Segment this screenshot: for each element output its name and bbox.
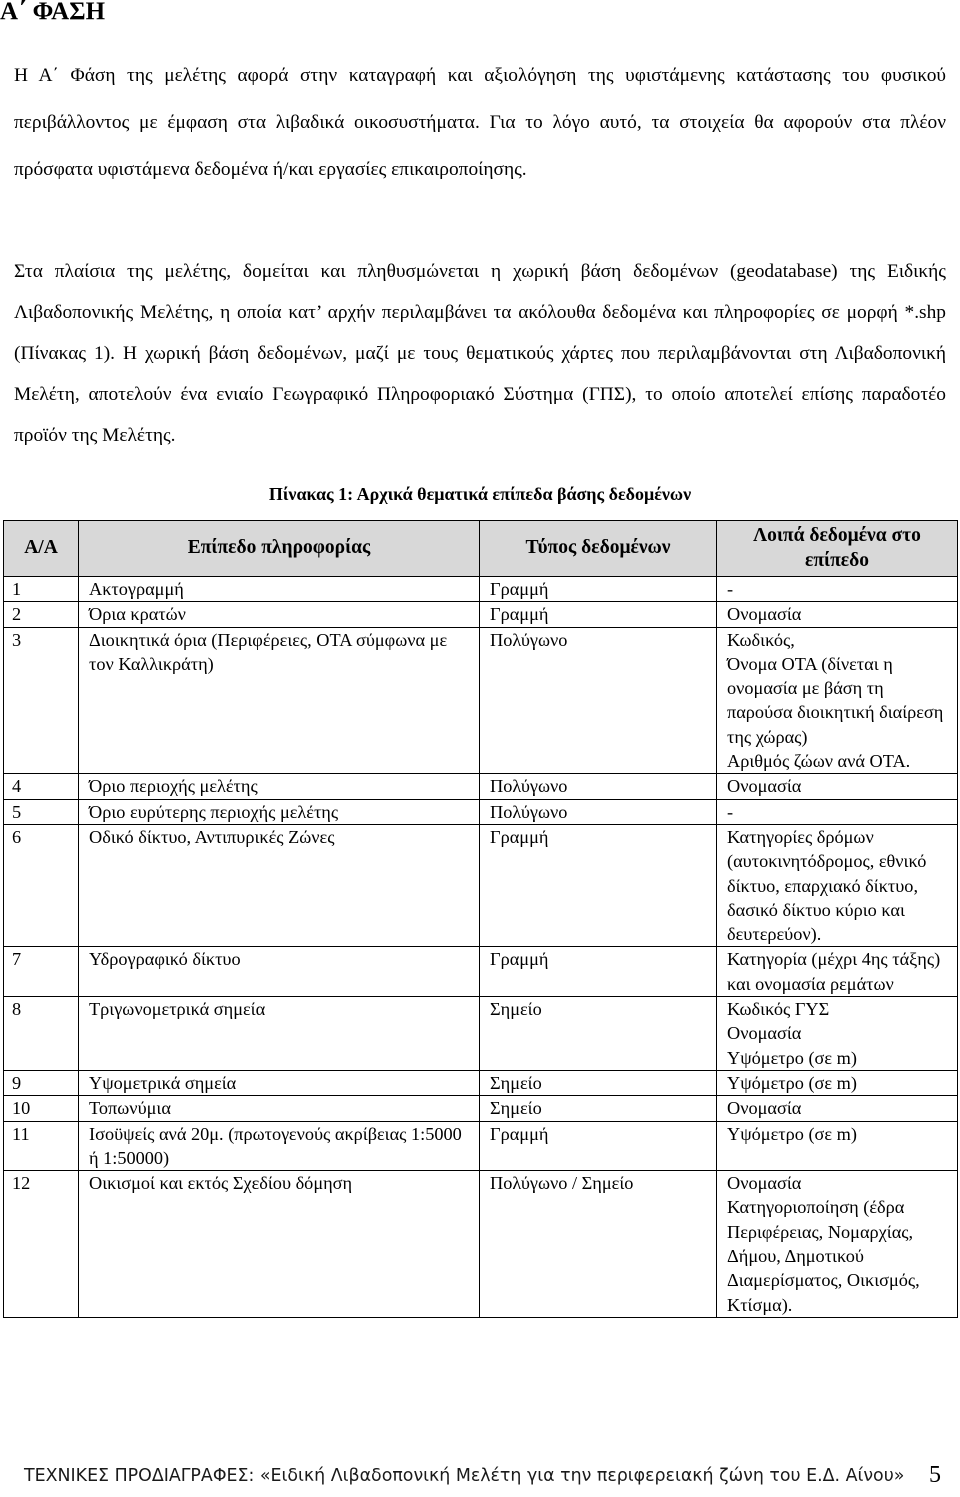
row-extra: Ονομασία Κατηγοριοποίηση (έδρα Περιφέρειας, Νομαρχίας, Δήμου, Δημοτικού Διαμερίσματος, Οικισμός, Κτίσμα). (717, 1171, 958, 1318)
row-extra: Κατηγορία (μέχρι 4ης τάξης) και ονομασία ρεμάτων (717, 947, 958, 997)
row-extra: Κατηγορίες δρόμων (αυτοκινητόδρομος, εθνικό δίκτυο, επαρχιακό δίκτυο, δασικό δίκτυο κύριο και δευτερεύον). (717, 824, 958, 946)
row-number: 5 (4, 799, 79, 824)
row-number: 8 (4, 997, 79, 1071)
row-layer: Ακτογραμμή (79, 577, 480, 602)
table-row (4, 1121, 958, 1171)
table-row (4, 577, 958, 602)
row-number: 12 (4, 1171, 79, 1318)
table-header-row (4, 521, 958, 577)
table-row (4, 824, 958, 946)
row-extra: Κωδικός ΓΥΣ Ονομασία Υψόμετρο (σε m) (717, 997, 958, 1071)
table-caption: Πίνακας 1: Αρχικά θεματικά επίπεδα βάσης δεδομένων (268, 484, 692, 504)
intro-paragraph: Η Α΄ Φάση της μελέτης αφορά στην καταγραφή και αξιολόγηση της υφιστάμενης κατάστασης του φυσικού περιβάλλοντος με έμφαση στα λιβαδικά οικοσυστήματα. Για το λόγο αυτό, τα στοιχεία θα αφορούν στα πλέον πρόσφατα υφιστάμενα δεδομένα ή/και εργασίες επικαιροποίησης. (14, 65, 946, 180)
page-number: 5 (929, 1462, 941, 1488)
row-type: Σημείο (480, 1070, 717, 1095)
footer-title: ΤΕΧΝΙΚΕΣ ΠΡΟΔΙΑΓΡΑΦΕΣ: «Ειδική Λιβαδοπονική Μελέτη για την περιφερειακή ζώνη του Ε.Δ. Αίνου» (24, 1466, 905, 1486)
row-number: 10 (4, 1096, 79, 1121)
header-type: Τύπος δεδομένων (480, 521, 717, 577)
row-extra: Ονομασία (717, 774, 958, 799)
row-extra: Ονομασία (717, 602, 958, 627)
row-type: Πολύγωνο (480, 627, 717, 774)
row-number: 9 (4, 1070, 79, 1095)
table-row (4, 997, 958, 1071)
row-number: 1 (4, 577, 79, 602)
row-extra: Υψόμετρο (σε m) (717, 1070, 958, 1095)
row-extra: Υψόμετρο (σε m) (717, 1121, 958, 1171)
row-layer: Όριο ευρύτερης περιοχής μελέτης (79, 799, 480, 824)
row-type: Πολύγωνο (480, 774, 717, 799)
page-heading: Α΄ ΦΑΣΗ (0, 0, 106, 25)
row-layer: Τριγωνομετρικά σημεία (79, 997, 480, 1071)
row-extra: - (717, 799, 958, 824)
row-type: Πολύγωνο (480, 799, 717, 824)
table-row (4, 1096, 958, 1121)
row-type: Γραμμή (480, 1121, 717, 1171)
row-extra: Κωδικός, Όνομα ΟΤΑ (δίνεται η ονομασία με βάση τη παρούσα διοικητική διαίρεση της χώρας) Αριθμός ζώων ανά ΟΤΑ. (717, 627, 958, 774)
header-layer: Επίπεδο πληροφορίας (79, 521, 480, 577)
row-layer: Οικισμοί και εκτός Σχεδίου δόμηση (79, 1171, 480, 1318)
row-layer: Υδρογραφικό δίκτυο (79, 947, 480, 997)
row-type: Πολύγωνο / Σημείο (480, 1171, 717, 1318)
row-number: 4 (4, 774, 79, 799)
row-type: Σημείο (480, 1096, 717, 1121)
header-extra: Λοιπά δεδομένα στο επίπεδο (717, 521, 958, 577)
row-type: Γραμμή (480, 824, 717, 946)
table-row (4, 774, 958, 799)
table-row (4, 947, 958, 997)
table-row (4, 1171, 958, 1318)
table-row (4, 1070, 958, 1095)
row-layer: Όρια κρατών (79, 602, 480, 627)
row-layer: Υψομετρικά σημεία (79, 1070, 480, 1095)
data-layers-table (3, 520, 958, 1318)
geodatabase-paragraph: Στα πλαίσια της μελέτης, δομείται και πληθυσμώνεται η χωρική βάση δεδομένων (geodatabase) της Ειδικής Λιβαδοπονικής Μελέτης, η οποία κατ’ αρχήν περιλαμβάνει τα ακόλουθα δεδομένα και πληροφορίες σε μορφή *.shp (Πίνακας 1). Η χωρική βάση δεδομένων, μαζί με τους θεματικούς χάρτες που περιλαμβάνονται στη Λιβαδοπονική Μελέτη, αποτελούν ένα ενιαίο Γεωγραφικό Πληροφοριακό Σύστημα (ΓΠΣ), το οποίο αποτελεί επίσης παραδοτέο προϊόν της Μελέτης. (14, 261, 946, 446)
row-layer: Διοικητικά όρια (Περιφέρειες, ΟΤΑ σύμφωνα με τον Καλλικράτη) (79, 627, 480, 774)
row-number: 3 (4, 627, 79, 774)
row-number: 7 (4, 947, 79, 997)
row-number: 6 (4, 824, 79, 946)
row-number: 2 (4, 602, 79, 627)
row-layer: Ισοϋψείς ανά 20μ. (πρωτογενούς ακρίβειας 1:5000 ή 1:50000) (79, 1121, 480, 1171)
row-type: Γραμμή (480, 577, 717, 602)
row-type: Γραμμή (480, 602, 717, 627)
table-row (4, 627, 958, 774)
row-number: 11 (4, 1121, 79, 1171)
row-layer: Όριο περιοχής μελέτης (79, 774, 480, 799)
row-extra: Ονομασία (717, 1096, 958, 1121)
table-row (4, 602, 958, 627)
row-extra: - (717, 577, 958, 602)
row-layer: Τοπωνύμια (79, 1096, 480, 1121)
row-type: Γραμμή (480, 947, 717, 997)
header-aa: Α/Α (4, 521, 79, 577)
table-row (4, 799, 958, 824)
row-type: Σημείο (480, 997, 717, 1071)
row-layer: Οδικό δίκτυο, Αντιπυρικές Ζώνες (79, 824, 480, 946)
